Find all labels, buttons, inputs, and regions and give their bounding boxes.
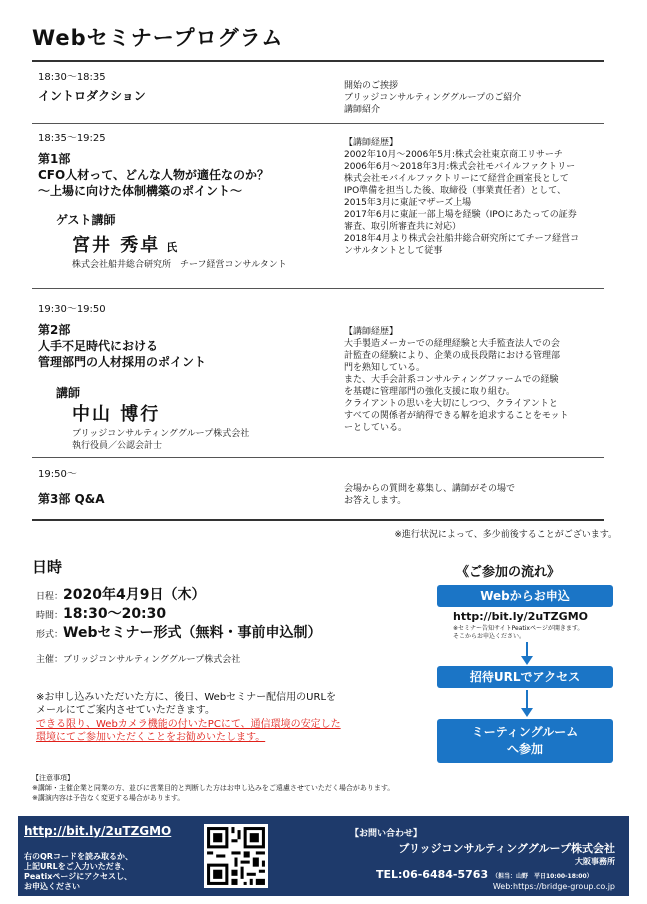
career-line: 株式会社モバイルファクトリーにて経営企画室長として [344, 174, 569, 184]
speaker-label: 講師 [56, 386, 81, 400]
date-label: 日程： [36, 592, 64, 602]
speaker-affiliation: 株式会社船井総合研究所 チーフ経営コンサルタント [72, 260, 287, 270]
speaker-label: ゲスト講師 [56, 213, 116, 227]
datetime-heading: 日時 [32, 558, 63, 576]
company-name: ブリッジコンサルティンググループ株式会社 [398, 842, 615, 855]
schedule-note: ※進行状況によって、多少前後することがございます。 [394, 530, 617, 540]
session-subheading: 管理部門の人材採用のポイント [38, 355, 207, 369]
speaker-affiliation: ブリッジコンサルティンググループ株式会社 [72, 429, 250, 439]
date-value: 2020年4月9日（木） [63, 587, 206, 603]
speaker-title: 執行役員／公認会計士 [72, 441, 163, 451]
flow-url-note: ※セミナー告知サイトPeatixページが開きます。 そこからお申込ください。 [453, 625, 584, 640]
description-line: ブリッジコンサルティンググループのご紹介 [344, 93, 522, 103]
career-line: 2002年10月～2006年5月:株式会社東京商工リサーチ [344, 150, 563, 160]
notice-line: メールにてご案内させていただきます。 [36, 705, 215, 716]
sponsor: 主催：ブリッジコンサルティンググループ株式会社 [36, 655, 241, 665]
notice-red-line: 環境にてご参加いただくことをお勧めいたします。 [36, 732, 266, 743]
session-intro [32, 62, 604, 122]
cautions-heading: 【注意事項】 [32, 774, 74, 782]
career-label: 【講師経歴】 [344, 138, 399, 148]
career-line: すべての関係者が納得できる解を追求することをモット [344, 411, 569, 421]
session-time: 19:50～ [38, 469, 77, 480]
career-line: 2017年6月に東証一部上場を経験（IPOにあたっての証券 [344, 210, 577, 220]
career-line: また、大手会計系コンサルティングファームでの経験 [344, 375, 559, 385]
session-heading: CFO人材って、どんな人物が適任なのか？ [38, 168, 269, 182]
description-line: 講師紹介 [344, 105, 381, 115]
speaker-name: 宮井 秀卓 氏 [72, 235, 178, 256]
session-subheading: ～上場に向けた体制構築のポイント～ [38, 184, 243, 198]
session-part-label: 第1部 [38, 152, 71, 166]
career-line: 審査、取引所審査共に対応） [344, 222, 462, 232]
arrow-down-icon [520, 690, 534, 718]
phone: TEL:06-6484-5763 （担当：山野 平日10:00-18:00） [376, 868, 593, 881]
notice-line: ※お申し込みいただいた方に、後日、Webセミナー配信用のURLを [36, 692, 337, 703]
notice-red-line: できる限り、Webカメラ機能の付いたPCにて、通信環境の安定した [36, 719, 341, 730]
career-line: クライアントの思いを大切にしつつ、クライアントと [344, 399, 558, 409]
time-label: 時間： [36, 611, 64, 621]
session-description [344, 80, 606, 116]
description-line: 開始のご挨拶 [344, 81, 399, 91]
flow-step-join: ミーティングルーム へ参加 [437, 719, 613, 763]
career-line: 2018年4月より株式会社船井総合研究所にてチーフ経営コ [344, 234, 580, 244]
flow-title: 《ご参加の流れ》 [456, 565, 561, 580]
footer-instructions: 右のQRコードを読み取るか、 上記URLをご入力いただき、 Peatixページにアクセスし、 お申込ください [24, 852, 133, 891]
contact-label: 【お問い合わせ】 [350, 829, 423, 839]
flow-step-access: 招待URLでアクセス [437, 666, 613, 688]
flow-step-apply: Webからお申込 [437, 585, 613, 607]
session-time: 18:30～18:35 [38, 72, 106, 83]
session-heading: イントロダクション [38, 89, 146, 103]
website[interactable]: Web:https://bridge-group.co.jp [492, 882, 615, 891]
career-line: IPO準備を担当した後、取締役（事業責任者）として、 [344, 186, 566, 196]
office-name: 大阪事務所 [575, 857, 615, 866]
session-time: 18:35～19:25 [38, 133, 106, 144]
divider [32, 519, 604, 521]
arrow-down-icon [520, 642, 534, 666]
description-line: 会場からの質問を募集し、講師がその場で [344, 484, 516, 494]
format-value: Webセミナー形式（無料・事前申込制） [63, 625, 322, 641]
date-row [36, 584, 205, 604]
session-part-label: 第2部 [38, 323, 71, 337]
career-line: を基礎に管理部門の強化支援に取り組む。 [344, 387, 516, 397]
time-row [36, 603, 166, 623]
cautions [32, 773, 394, 803]
career-line: 2006年6月～2018年3月:株式会社モバイルファクトリー [344, 162, 576, 172]
career-line: 門を熟知している。 [344, 363, 426, 373]
session-time: 19:30～19:50 [38, 304, 106, 315]
session-part1 [32, 125, 604, 287]
qr-code-icon[interactable] [204, 824, 268, 888]
session-part3 [32, 459, 604, 517]
career-label: 【講師経歴】 [344, 327, 399, 337]
time-value: 18:30～20:30 [63, 606, 167, 622]
speaker-career [344, 137, 606, 257]
career-line: ーとしている。 [344, 423, 408, 433]
format-row [36, 622, 321, 642]
speaker-career [344, 326, 606, 434]
footer-contact [18, 816, 629, 896]
divider [32, 457, 604, 458]
caution-line: ※講師・主催企業と同業の方、並びに営業目的と判断した方はお申し込みをご遠慮させていただく場合があります。 [32, 784, 395, 792]
career-line: ンサルタントとして従事 [344, 246, 443, 256]
page-title: Webセミナープログラム [32, 26, 284, 50]
format-label: 形式： [36, 630, 64, 640]
session-heading: 人手不足時代における [38, 339, 159, 353]
career-line: 2015年3月に東証マザーズ上場 [344, 198, 472, 208]
footer-url[interactable]: http://bit.ly/2uTZGMO [24, 824, 172, 838]
session-part2 [32, 290, 604, 456]
description-line: お答えします。 [344, 496, 407, 506]
flow-url[interactable]: http://bit.ly/2uTZGMO [453, 610, 588, 623]
session-heading: 第3部 Q&A [38, 492, 105, 506]
caution-line: ※講演内容は予告なく変更する場合があります。 [32, 794, 185, 802]
career-line: 計監査の経験により、企業の成長段階における管理部 [344, 351, 561, 361]
career-line: 大手製造メーカーでの経理経験と大手監査法人での会 [344, 339, 560, 349]
notice [36, 691, 336, 717]
notice-recommendation [36, 718, 341, 744]
divider [32, 123, 604, 124]
session-description [344, 483, 606, 507]
divider [32, 288, 604, 289]
speaker-name: 中山 博行 [72, 404, 161, 425]
